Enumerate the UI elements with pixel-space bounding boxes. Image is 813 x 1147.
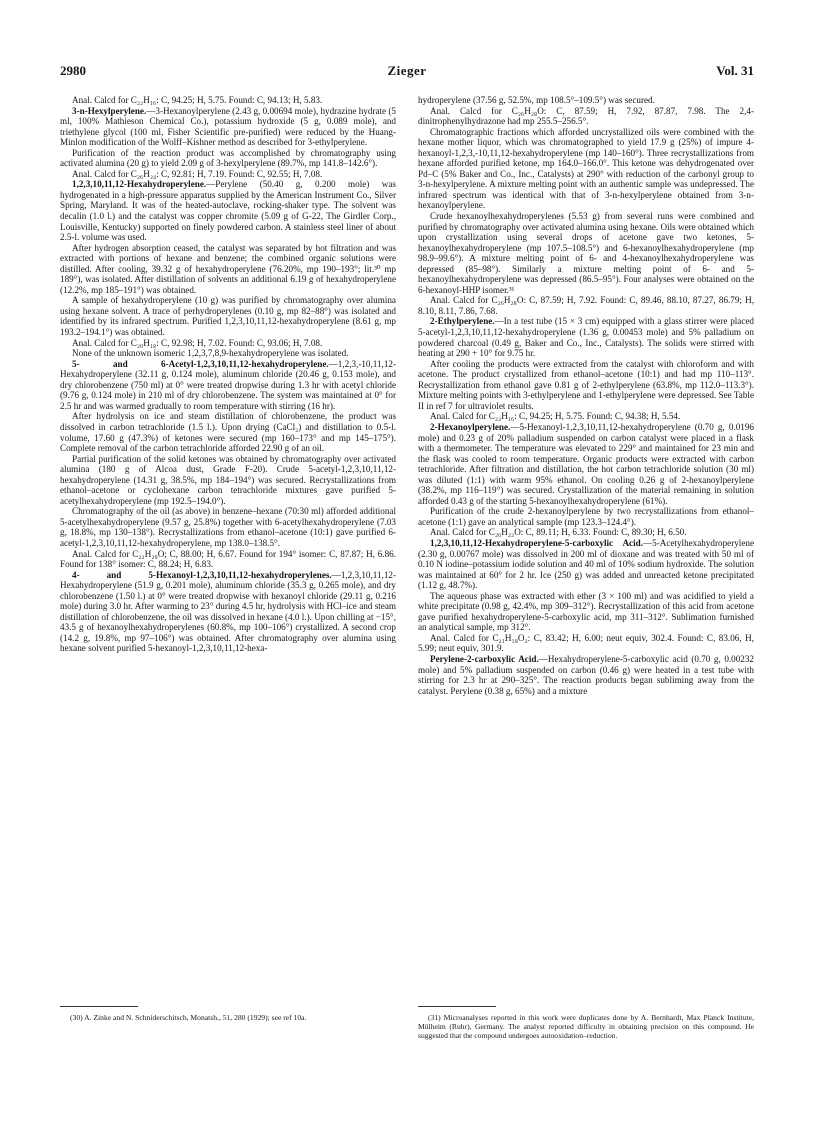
paragraph-text: Anal. Calcd for C₂₆H₂₂O: C, 89.11; H, 6.33. Found: C, 89.30; H, 6.50. bbox=[430, 527, 687, 538]
paragraph-text: —1,2,3,-10,11,12-Hexahydroperylene (32.11 g, 0.124 mole), aluminum chloride (20.46 g, 0.153 mole), and dry chlorobenzene (750 ml) at 0° were treated dropwise during 1.3 hr with acetyl chloride (9.76 g, 0.124 mole) in 210 ml of dry chlorobenzene. The system was maintained at 0° for 2.5 hr and was warmed gradually to room temperature with stirring (16 hr). bbox=[60, 358, 396, 411]
footnote-31-text: (31) Microanalyses reported in this work were duplicates done by A. Bernhardt, Max Planck Institute, Mülheim (Ruhr), Germany. The analyst reported difficulty in obtaining precision on this compound. He suggested that the compound undergoes autooxidation–reduction. bbox=[418, 1013, 754, 1040]
paragraph-text: —5-Acetylhexahydroperylene (2.30 g, 0.00767 mole) was dissolved in 200 ml of dioxane and was treated with 50 ml of 0.10 N iodine–potassium iodide solution and 40 ml of 10% sodium hydroxide. The solution was maintained at 60° for 2 hr. Ice (250 g) was added and unreacted ketone precipitated (1.12 g, 48.7%). bbox=[418, 537, 754, 591]
paragraph-text: Partial purification of the solid ketones was obtained by chromatography over activated alumina (180 g of Alcoa dust, Grade F-20). Crude 5-acetyl-1,2,3,10,11,12-hexahydroperylene (14.31 g, 38.5%, mp 184–194°) was secured. Recrystallizations from ethanol–acetone or cyclohexane carbon tetrachloride mixtures gave purified 5-acetylhexahydroperylene (mp 192.5–194.0°). bbox=[60, 453, 396, 506]
paragraph bbox=[418, 106, 754, 127]
paragraph bbox=[418, 127, 754, 211]
paragraph-text: Anal. Calcd for C₂₂H₂₀O; C, 88.00; H, 6.67. Found for 194° isomer: C, 87.87; H, 6.86. Found for 138° isomer: C, 88.24; H, 6.83. bbox=[60, 548, 396, 570]
paragraph-text: Anal. Calcd for C₂₀H₁₈: C, 92.98; H, 7.02. Found: C, 93.06; H, 7.08. bbox=[72, 337, 323, 348]
paragraph bbox=[418, 506, 754, 527]
page-number: 2980 bbox=[60, 63, 86, 78]
footnote-rule-right bbox=[418, 1006, 496, 1007]
section-heading: 4- and 5-Hexanoyl-1,2,3,10,11,12-hexahydroperylenes. bbox=[72, 569, 332, 580]
paragraph-text: A sample of hexahydroperylene (10 g) was purified by chromatography over alumina using hexane solvent. A trace of perhydroperylenes (0.10 g, mp 82–88°) was isolated and identified by its infrared spectrum. Purified 1,2,3,10,11,12-hexahydroperylene (8.61 g, mp 193.2–194.1°) was obtained. bbox=[60, 295, 396, 338]
right-column bbox=[418, 95, 754, 696]
paragraph-text: —3-Hexanoylperylene (2.43 g, 0.00694 mole), hydrazine hydrate (5 ml, 100% Mathieson Chemical Co.), potassium hydroxide (5 g, 0.089 mole), and triethylene glycol (100 ml, Fisher Scientific pre-purified) were reduced by the Huang-Minlon modification of the Wolff–Kishner method as described for 3-ethylperylene. bbox=[60, 105, 396, 148]
paragraph bbox=[418, 411, 754, 422]
paragraph bbox=[60, 506, 396, 548]
paragraph-text: Purification of the crude 2-hexanoylperylene by two recrystallizations from ethanol–acetone (1:1) gave an analytical sample (mp 123.3–124.4°). bbox=[418, 506, 754, 527]
paragraph bbox=[60, 179, 396, 242]
page-header bbox=[60, 63, 754, 79]
paragraph-text: —In a test tube (15 × 3 cm) equipped with a glass stirrer were placed 5-acetyl-1,2,3,10,11,12-hexahydroperylene (1.36 g, 0.00453 mole) and 5% palladium on powdered charcoal (0.49 g, Baker and Co., Inc., Catalysts). The solids were stirred with heating at 290 + 10° for 9.75 hr. bbox=[418, 316, 754, 359]
paragraph bbox=[60, 570, 396, 654]
paragraph-text: Anal. Calcd for C₂₂H₁₆: C, 94.25; H, 5.75. Found: C, 94.38; H, 5.54. bbox=[430, 411, 681, 422]
paragraph-text: —1,2,3,10,11,12-Hexahydroperylene (51.9 g, 0.201 mole), aluminum chloride (35.3 g, 0.265 mole), and dry chlorobenzene (1.50 l.) at 0° were treated dropwise with hexanoyl chloride (29.11 g, 0.216 mole) during 3.0 hr. After warming to 23° during 4.5 hr, hydrolysis with HCl–ice and steam distillation of chlorobenzene, the oil was dissolved in hexane (4.0 l.). Upon chilling at −15°, 43.5 g of hexanoylhexahydroperylenes (60.8%, mp 100–106°) crystallized. A second crop (14.2 g, 19.8%, mp 97–106°) was obtained. After chromatography over alumina using hexane solvent purified 5-hexanoyl-1,2,3,10,11,12-hexa- bbox=[60, 569, 396, 654]
section-heading: Perylene-2-carboxylic Acid. bbox=[430, 653, 539, 664]
paragraph bbox=[60, 454, 396, 507]
paragraph bbox=[418, 633, 754, 654]
section-heading: 1,2,3,10,11,12-Hexahydroperylene. bbox=[72, 179, 207, 190]
paragraph-text: Anal. Calcd for C₂₂H₁₆: C, 94.25; H, 5.75. Found: C, 94.13; H, 5.83. bbox=[72, 95, 323, 105]
paragraph bbox=[418, 211, 754, 295]
paragraph-text: Anal. Calcd for C₂₆H₂₄: C, 92.81; H, 7.19. Found: C, 92.55; H, 7.08. bbox=[72, 168, 323, 179]
footnote-31 bbox=[418, 1013, 754, 1040]
paragraph bbox=[418, 591, 754, 633]
paragraph-text: —Perylene (50.40 g, 0.200 mole) was hydrogenated in a high-pressure apparatus supplied by the American Instrument Co., Silver Spring, Maryland. It was of the heated-autoclave, rocking-shaker type. The solvent was decalin (1.0 l.) and the catalyst was copper chromite (5.09 g of G-22, The Girdler Corp., Louisville, Kentucky) supported on finely powdered carbon. A stainless steel liner of about 2.5-l. volume was used. bbox=[60, 179, 396, 243]
paragraph bbox=[60, 348, 396, 359]
section-heading: 5- and 6-Acetyl-1,2,3,10,11,12-hexahydroperylene. bbox=[72, 358, 329, 369]
paragraph bbox=[418, 316, 754, 358]
paragraph bbox=[60, 95, 396, 106]
paragraph bbox=[60, 243, 396, 296]
paragraph-text: None of the unknown isomeric 1,2,3,7,8,9-hexahydroperylene was isolated. bbox=[72, 348, 349, 359]
paragraph-text: Chromatographic fractions which afforded uncrystallized oils were combined with the hexane mother liquor, which was chromatographed to yield 17.9 g (25%) of impure 4-hexanoyl-1,2,3,-10,11,12-hexahydroperylene (mp 140–160°). Three recrystallizations from hexane afforded purified ketone, mp 164.0–166.0°. This ketone was dehydrogenated over Pd–C (5% Baker and Co., Inc., Catalysts) at 290° with reduction of the carbonyl group to 3-n-hexylperylene. A mixture melting point with an authentic sample was undepressed. The infrared spectrum was identical with that of 3-n-hexylperylene obtained from 3-n-hexanoylperylene. bbox=[418, 126, 754, 211]
paragraph-text: After cooling the products were extracted from the catalyst with chloroform and with acetone. The product crystallized from ethanol–acetone (10:1) and had mp 110–113°. Recrystallization from ethanol gave 0.81 g of 2-ethylperylene (63.8%, mp 112.0–113.3°). Mixture melting points with 3-ethylperylene and 1-ethylperylene were depressed. See Table II in ref 7 for ultraviolet results. bbox=[418, 358, 754, 411]
left-column bbox=[60, 95, 396, 654]
paragraph bbox=[418, 422, 754, 506]
paragraph-text: After hydrolysis on ice and steam distillation of chlorobenzene, the product was dissolved in carbon tetrachloride (1.5 l.). Upon drying (CaCl₂) and distillation to 0.5-l. volume, 17.60 g (47.3%) of ketones were secured (mp 160–173° and mp 145–175°). Complete removal of the carbon tetrachloride afforded 22.90 g of an oil. bbox=[60, 411, 396, 454]
paragraph bbox=[60, 106, 396, 148]
paragraph-text: After hydrogen absorption ceased, the catalyst was separated by hot filtration and was extracted with portions of hexane and benzene; the combined organic solutions were distilled. After cooling, 39.32 g of hexahydroperylene (76.20%, mp 190–193°; lit.³⁰ mp 189°), was isolated. After distillation of solvents an additional 6.19 g of hexahydroperylene (12.2%, mp 185–191°) was obtained. bbox=[60, 242, 396, 295]
paragraph-text: Purification of the reaction product was accomplished by chromatography using activated alumina (20 g) to yield 2.09 g of 3-hexylperylene (89.7%, mp 141.8–142.6°). bbox=[60, 147, 396, 169]
paragraph bbox=[418, 295, 754, 316]
section-heading: 2-Ethylperylene. bbox=[430, 316, 495, 327]
paragraph-text: Anal. Calcd for C₂₆H₂₈O: C, 87.59; H, 7.92, 87.87, 7.98. The 2,4-dinitrophenylhydrazone had mp 255.5–256.5°. bbox=[418, 105, 754, 127]
paragraph-text: —Hexahydroperylene-5-carboxylic acid (0.70 g, 0.00232 mole) and 5% palladium suspended on carbon (0.46 g) were heated in a test tube with stirring for 2.3 hr at 290–325°. The reaction products began subliming away from the catalyst. Perylene (0.38 g, 65%) and a mixture bbox=[418, 653, 754, 696]
paragraph bbox=[60, 295, 396, 337]
paragraph-text: Chromatography of the oil (as above) in benzene–hexane (70:30 ml) afforded additional 5-acetylhexahydroperylene (9.57 g, 25.8%) together with 6-acetylhexahydroperylene (7.03 g, 18.8%, mp 130–138°). Recrystallizations from ethanol–acetone (10:1) gave purified 6-acetyl-1,2,3,10,11,12-hexahydroperylene, mp 138.0–138.5°. bbox=[60, 506, 396, 548]
section-heading: 1,2,3,10,11,12-Hexahydroperylene-5-carboxylic Acid. bbox=[430, 537, 644, 548]
paragraph bbox=[418, 95, 754, 106]
paragraph-text: Crude hexanoylhexahydroperylenes (5.53 g) from several runs were combined and purified by chromatography over activated alumina using hexane. Oils were obtained which upon crystallization using several drops of acetone gave two ketones, 5-hexanoylhexahydroperylene (mp 107.5–108.5°) and 6-hexanoylhexahydroperylene (mp 98.9–99.6°). A mixture melting point of 6- and 4-hexanoylhexahydroperylene was depressed (85–98°). Similarly a mixture melting point of 6- and 5-hexanoylhexahydroperylene was depressed (86.5–95°). Four analyses were obtained on the 6-hexanoyl-HHP isomer.³¹ bbox=[418, 211, 754, 295]
paragraph bbox=[418, 527, 754, 538]
paragraph-text: hydroperylene (37.56 g, 52.5%, mp 108.5°–109.5°) was secured. bbox=[418, 95, 655, 105]
paragraph bbox=[418, 654, 754, 696]
paragraph-text: Anal. Calcd for C₂₆H₂₈O: C, 87.59; H, 7.92. Found: C, 89.46, 88.10, 87.27, 86.79; H, 8.10, 8.11, 7.86, 7.68. bbox=[418, 295, 754, 316]
paragraph-text: Anal. Calcd for C₂₁H₁₈O₂: C, 83.42; H, 6.00; neut equiv, 302.4. Found: C, 83.06, H, 5.99; neut equiv, 301.9. bbox=[418, 632, 754, 654]
paragraph bbox=[418, 538, 754, 591]
section-heading: 3-n-Hexylperylene. bbox=[72, 105, 147, 116]
paragraph-text: —5-Hexanoyl-1,2,3,10,11,12-hexahydroperylene (0.70 g, 0.0196 mole) and 0.23 g of 20% palladium suspended on carbon catalyst were placed in a flask with a thermometer. The temperature was elevated to 229° and maintained for 23 min and the flask was cooled to room temperature. Organic products were extracted with carbon tetrachloride. After filtration and distillation, the hot carbon tetrachloride solution (30 ml) was diluted (1:1) with warm 95% ethanol. On cooling 0.26 g of 2-hexanoylperylene (38.2%, mp 116–119°) was secured. Crystallization of the material remaining in solution afforded 0.43 g of the starting 5-hexanoylhexahydroperylene (61%). bbox=[418, 421, 754, 506]
paragraph-text: The aqueous phase was extracted with ether (3 × 100 ml) and was acidified to yield a white precipitate (0.98 g, 42.4%, mp 309–312°). Recrystallization of this acid from acetone gave purified hexahydroperylene-5-carboxylic acid, mp 311–312°. Sublimation furnished an analytical sample, mp 312°. bbox=[418, 590, 754, 633]
footnote-30 bbox=[60, 1013, 396, 1022]
paragraph bbox=[60, 338, 396, 349]
paragraph bbox=[60, 169, 396, 180]
paragraph bbox=[418, 359, 754, 412]
paragraph bbox=[60, 148, 396, 169]
footnote-rule-left bbox=[60, 1006, 138, 1007]
footnote-30-text: (30) A. Zinke and N. Schniderschitsch, Monatsh., 51, 280 (1929); see ref 10a. bbox=[70, 1013, 307, 1022]
paragraph bbox=[60, 411, 396, 453]
volume-label: Vol. 31 bbox=[716, 63, 754, 78]
paragraph bbox=[60, 549, 396, 570]
running-author: Zieger bbox=[387, 63, 427, 78]
paragraph bbox=[60, 359, 396, 412]
section-heading: 2-Hexanoylperylene. bbox=[430, 421, 511, 432]
